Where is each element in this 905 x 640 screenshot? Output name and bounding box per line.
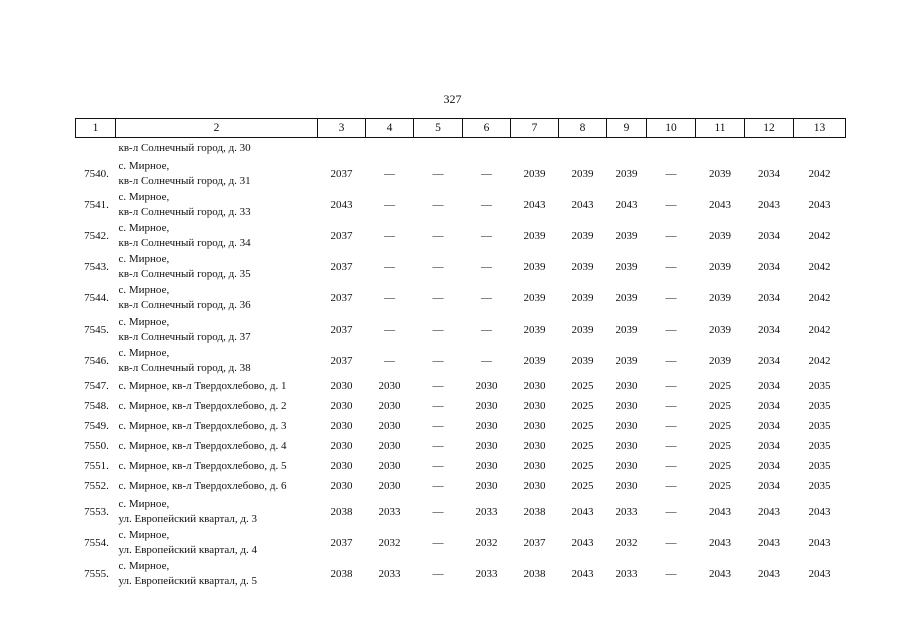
row-number: 7552.: [84, 480, 109, 493]
value-cell: 2025: [571, 480, 594, 493]
value-cell: 2043: [758, 505, 780, 518]
column-header: 3: [318, 119, 366, 138]
value-cell: 2035: [808, 460, 831, 473]
table-row: [76, 283, 846, 314]
address-line: ул. Европейский квартал, д. 5: [118, 575, 257, 588]
value-cell: 2039: [709, 261, 731, 274]
column-header: 8: [559, 119, 607, 138]
address-line: с. Мирное,: [118, 159, 170, 172]
value-cell: 2037: [330, 261, 353, 274]
value-cell: —: [665, 568, 677, 581]
address-cell: [116, 496, 318, 527]
value-cell: 2039: [523, 261, 546, 274]
value-cell: —: [665, 440, 677, 453]
value-cell: 2030: [378, 420, 401, 433]
value-cell: 2030: [523, 400, 546, 413]
value-cell: 2037: [330, 167, 353, 180]
value-cell: 2030: [330, 460, 353, 473]
address-line: с. Мирное,: [118, 253, 170, 266]
address-cell: [116, 456, 318, 476]
address-line: кв-л Солнечный город, д. 34: [118, 236, 251, 249]
value-cell: —: [384, 292, 395, 305]
value-cell: 2034: [758, 323, 780, 336]
value-cell: 2030: [378, 400, 401, 413]
value-cell: —: [384, 198, 395, 211]
value-cell: 2033: [615, 568, 638, 581]
value-cell: 2043: [758, 537, 780, 550]
value-cell: —: [432, 505, 444, 518]
row-number: 7548.: [84, 400, 109, 413]
value-cell: 2034: [758, 420, 780, 433]
value-cell: 2034: [758, 440, 780, 453]
column-header: 4: [366, 119, 414, 138]
value-cell: 2039: [709, 323, 731, 336]
address-line: кв-л Солнечный город, д. 33: [118, 205, 251, 218]
value-cell: 2033: [475, 505, 498, 518]
row-number: 7541.: [84, 198, 109, 211]
address-cell: [116, 189, 318, 220]
address-line: с. Мирное,: [118, 529, 170, 542]
address-cell: [116, 158, 318, 189]
column-header: 13: [794, 119, 846, 138]
value-cell: 2030: [475, 460, 498, 473]
value-cell: —: [384, 354, 395, 367]
value-cell: 2030: [378, 460, 401, 473]
table-row: [76, 456, 846, 476]
value-cell: 2043: [330, 198, 353, 211]
table-row: [76, 476, 846, 496]
value-cell: —: [432, 292, 444, 305]
value-cell: 2037: [330, 229, 353, 242]
table-row: [76, 252, 846, 283]
address-cell: [116, 252, 318, 283]
column-header: 10: [647, 119, 696, 138]
value-cell: 2025: [571, 420, 594, 433]
value-cell: 2030: [475, 440, 498, 453]
value-cell: —: [432, 537, 444, 550]
column-header: 11: [696, 119, 745, 138]
value-cell: 2030: [475, 480, 498, 493]
value-cell: 2039: [709, 292, 731, 305]
table-row: [76, 345, 846, 376]
value-cell: 2033: [475, 568, 498, 581]
value-cell: 2043: [808, 505, 831, 518]
value-cell: 2035: [808, 400, 831, 413]
address-cell: [116, 283, 318, 314]
value-cell: 2043: [615, 198, 638, 211]
address-line: с. Мирное, кв-л Твердохлебово, д. 4: [118, 439, 287, 452]
value-cell: —: [481, 261, 492, 274]
column-header: 9: [607, 119, 647, 138]
header-row: [76, 119, 846, 138]
table-row: [76, 436, 846, 456]
value-cell: —: [432, 198, 444, 211]
value-cell: 2039: [615, 354, 638, 367]
value-cell: 2043: [571, 198, 594, 211]
table-row: [76, 189, 846, 220]
row-number: 7540.: [84, 167, 109, 180]
value-cell: 2035: [808, 440, 831, 453]
value-cell: 2039: [523, 229, 546, 242]
address-cell: [116, 528, 318, 559]
value-cell: 2030: [475, 380, 498, 393]
address-cell: [116, 416, 318, 436]
value-cell: 2039: [571, 292, 594, 305]
address-line: с. Мирное,: [118, 346, 170, 359]
value-cell: —: [481, 229, 492, 242]
value-cell: 2034: [758, 354, 780, 367]
value-cell: 2037: [330, 354, 353, 367]
table-row: [76, 528, 846, 559]
value-cell: 2039: [615, 323, 638, 336]
address-cell: [116, 376, 318, 396]
address-line: с. Мирное, кв-л Твердохлебово, д. 3: [118, 419, 287, 432]
row-number: 7544.: [84, 292, 109, 305]
row-number: 7550.: [84, 440, 109, 453]
value-cell: 2032: [475, 537, 498, 550]
address-line: кв-л Солнечный город, д. 35: [118, 268, 251, 281]
address-line: кв-л Солнечный город, д. 37: [118, 330, 251, 343]
address-line: с. Мирное,: [118, 284, 170, 297]
value-cell: 2030: [330, 380, 353, 393]
value-cell: —: [665, 198, 677, 211]
value-cell: —: [665, 420, 677, 433]
value-cell: 2025: [571, 380, 594, 393]
value-cell: —: [665, 400, 677, 413]
value-cell: 2035: [808, 380, 831, 393]
value-cell: —: [432, 229, 444, 242]
value-cell: 2038: [330, 505, 353, 518]
value-cell: 2025: [709, 400, 731, 413]
value-cell: 2034: [758, 480, 780, 493]
address-cell: [116, 436, 318, 456]
value-cell: 2037: [523, 537, 546, 550]
address-line: с. Мирное,: [118, 190, 170, 203]
column-header: 12: [745, 119, 794, 138]
value-cell: 2030: [615, 380, 638, 393]
value-cell: 2030: [615, 440, 638, 453]
value-cell: 2039: [709, 229, 731, 242]
value-cell: —: [384, 167, 395, 180]
value-cell: —: [432, 261, 444, 274]
value-cell: —: [432, 380, 444, 393]
value-cell: 2030: [378, 440, 401, 453]
value-cell: —: [665, 505, 677, 518]
address-line: с. Мирное,: [118, 497, 170, 510]
value-cell: 2043: [709, 537, 731, 550]
value-cell: 2039: [571, 167, 594, 180]
address-line: с. Мирное, кв-л Твердохлебово, д. 5: [118, 459, 287, 472]
address-cell: [116, 220, 318, 251]
value-cell: 2043: [571, 505, 594, 518]
value-cell: 2025: [709, 440, 731, 453]
value-cell: 2037: [330, 292, 353, 305]
address-line: кв-л Солнечный город, д. 38: [118, 361, 251, 374]
value-cell: 2039: [615, 229, 638, 242]
address-line: ул. Европейский квартал, д. 3: [118, 512, 257, 525]
table-row: [76, 314, 846, 345]
value-cell: 2025: [571, 400, 594, 413]
address-line: с. Мирное, кв-л Твердохлебово, д. 1: [118, 379, 287, 392]
row-number: 7555.: [84, 568, 109, 581]
row-number: 7553.: [84, 505, 109, 518]
column-header: 6: [463, 119, 511, 138]
value-cell: 2043: [571, 537, 594, 550]
value-cell: 2030: [330, 480, 353, 493]
value-cell: 2030: [330, 400, 353, 413]
value-cell: —: [665, 460, 677, 473]
value-cell: 2030: [475, 400, 498, 413]
address-line: с. Мирное, кв-л Твердохлебово, д. 2: [118, 399, 287, 412]
value-cell: 2039: [615, 261, 638, 274]
value-cell: 2039: [523, 292, 546, 305]
value-cell: 2037: [330, 323, 353, 336]
row-number: 7547.: [84, 380, 109, 393]
column-header: 5: [414, 119, 463, 138]
address-line: кв-л Солнечный город, д. 36: [118, 299, 251, 312]
value-cell: 2034: [758, 167, 780, 180]
value-cell: 2034: [758, 380, 780, 393]
value-cell: 2034: [758, 261, 780, 274]
value-cell: 2032: [378, 537, 401, 550]
value-cell: —: [384, 261, 395, 274]
value-cell: 2035: [808, 420, 831, 433]
value-cell: 2025: [571, 460, 594, 473]
value-cell: —: [665, 261, 677, 274]
value-cell: 2039: [615, 167, 638, 180]
value-cell: 2043: [709, 198, 731, 211]
value-cell: 2038: [523, 568, 546, 581]
row-number: 7542.: [84, 229, 109, 242]
value-cell: —: [665, 167, 677, 180]
page-number: 327: [443, 92, 462, 106]
value-cell: —: [432, 568, 444, 581]
value-cell: —: [432, 400, 444, 413]
value-cell: 2042: [808, 323, 831, 336]
value-cell: 2030: [330, 420, 353, 433]
value-cell: —: [665, 292, 677, 305]
address-cell: [116, 476, 318, 496]
value-cell: 2043: [571, 568, 594, 581]
address-line: с. Мирное,: [118, 221, 170, 234]
value-cell: —: [432, 420, 444, 433]
value-cell: 2033: [378, 505, 401, 518]
value-cell: 2025: [571, 440, 594, 453]
value-cell: —: [384, 229, 395, 242]
value-cell: —: [665, 537, 677, 550]
value-cell: —: [665, 229, 677, 242]
value-cell: —: [481, 198, 492, 211]
value-cell: 2038: [523, 505, 546, 518]
value-cell: 2038: [330, 568, 353, 581]
value-cell: 2030: [615, 460, 638, 473]
row-number: 7546.: [84, 354, 109, 367]
table-row: [76, 220, 846, 251]
row-number: 7543.: [84, 261, 109, 274]
value-cell: 2039: [571, 261, 594, 274]
value-cell: —: [665, 323, 677, 336]
value-cell: —: [481, 292, 492, 305]
value-cell: 2025: [709, 460, 731, 473]
value-cell: 2034: [758, 400, 780, 413]
value-cell: —: [384, 323, 395, 336]
value-cell: 2030: [378, 480, 401, 493]
address-cell: [116, 314, 318, 345]
value-cell: 2043: [808, 568, 831, 581]
value-cell: 2039: [523, 167, 546, 180]
value-cell: 2030: [523, 380, 546, 393]
value-cell: 2039: [709, 167, 731, 180]
value-cell: —: [665, 354, 677, 367]
register-table: [75, 118, 846, 590]
column-header: 2: [116, 119, 318, 138]
value-cell: 2030: [523, 460, 546, 473]
value-cell: 2043: [709, 505, 731, 518]
value-cell: —: [432, 480, 444, 493]
address-line: ул. Европейский квартал, д. 4: [118, 544, 257, 557]
value-cell: 2043: [808, 198, 831, 211]
address-line: с. Мирное,: [118, 560, 170, 573]
value-cell: 2034: [758, 292, 780, 305]
table-row: [76, 396, 846, 416]
value-cell: 2043: [808, 537, 831, 550]
value-cell: 2030: [475, 420, 498, 433]
table-row: [76, 496, 846, 527]
value-cell: —: [432, 167, 444, 180]
value-cell: 2030: [615, 480, 638, 493]
value-cell: 2042: [808, 354, 831, 367]
value-cell: 2033: [615, 505, 638, 518]
value-cell: 2030: [615, 400, 638, 413]
value-cell: —: [481, 323, 492, 336]
value-cell: 2025: [709, 420, 731, 433]
value-cell: 2039: [571, 323, 594, 336]
value-cell: 2043: [523, 198, 546, 211]
value-cell: 2042: [808, 292, 831, 305]
address-cell: кв-л Солнечный город, д. 30: [118, 141, 251, 154]
table-row: [76, 416, 846, 436]
address-cell: [116, 396, 318, 416]
row-number: [76, 138, 116, 159]
value-cell: 2039: [571, 354, 594, 367]
value-cell: 2042: [808, 229, 831, 242]
value-cell: 2030: [523, 440, 546, 453]
table-row: [76, 559, 846, 590]
value-cell: 2043: [758, 198, 780, 211]
value-cell: —: [665, 380, 677, 393]
row-number: 7551.: [84, 460, 109, 473]
address-line: кв-л Солнечный город, д. 31: [118, 174, 251, 187]
row-number: 7545.: [84, 323, 109, 336]
value-cell: —: [665, 480, 677, 493]
value-cell: 2025: [709, 380, 731, 393]
value-cell: 2035: [808, 480, 831, 493]
row-number: 7554.: [84, 537, 109, 550]
value-cell: 2034: [758, 460, 780, 473]
row-number: 7549.: [84, 420, 109, 433]
value-cell: 2030: [378, 380, 401, 393]
value-cell: 2030: [523, 420, 546, 433]
address-cell: [116, 345, 318, 376]
value-cell: 2042: [808, 167, 831, 180]
value-cell: —: [481, 167, 492, 180]
value-cell: —: [432, 354, 444, 367]
address-line: с. Мирное,: [118, 315, 170, 328]
address-cell: [116, 559, 318, 590]
value-cell: —: [481, 354, 492, 367]
value-cell: 2025: [709, 480, 731, 493]
value-cell: 2043: [758, 568, 780, 581]
value-cell: 2043: [709, 568, 731, 581]
value-cell: 2030: [615, 420, 638, 433]
value-cell: 2039: [709, 354, 731, 367]
address-line: с. Мирное, кв-л Твердохлебово, д. 6: [118, 479, 287, 492]
value-cell: —: [432, 323, 444, 336]
value-cell: —: [432, 440, 444, 453]
value-cell: 2042: [808, 261, 831, 274]
table-row: [76, 376, 846, 396]
value-cell: 2030: [330, 440, 353, 453]
value-cell: 2039: [523, 354, 546, 367]
column-header: 1: [76, 119, 116, 138]
value-cell: 2030: [523, 480, 546, 493]
column-header: 7: [511, 119, 559, 138]
value-cell: —: [432, 460, 444, 473]
value-cell: 2033: [378, 568, 401, 581]
value-cell: 2039: [523, 323, 546, 336]
value-cell: 2039: [571, 229, 594, 242]
table-row: [76, 158, 846, 189]
value-cell: 2032: [615, 537, 638, 550]
value-cell: 2034: [758, 229, 780, 242]
value-cell: 2037: [330, 537, 353, 550]
value-cell: 2039: [615, 292, 638, 305]
continuation-row: [76, 138, 846, 159]
